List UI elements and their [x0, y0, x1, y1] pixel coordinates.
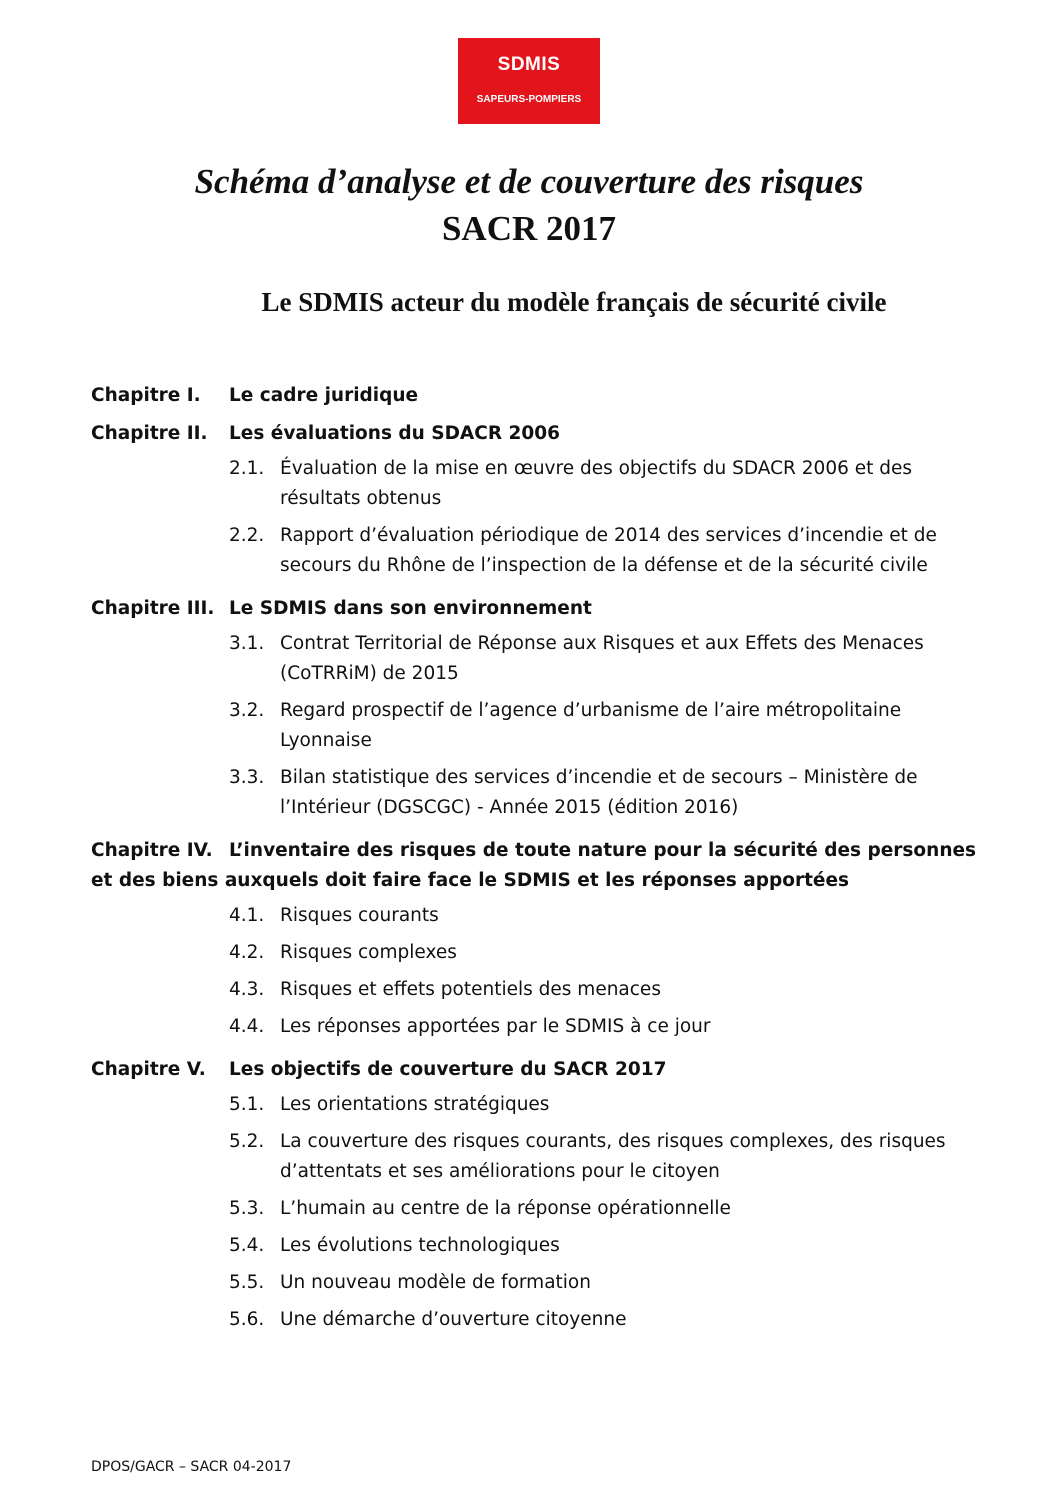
toc-item-text: L’humain au centre de la réponse opérationnelle — [280, 1198, 731, 1219]
chapter-title: Le cadre juridique — [229, 385, 419, 406]
toc-item-number: 2.1. — [229, 458, 265, 479]
toc-item — [229, 763, 981, 823]
table-of-contents — [91, 381, 981, 1348]
chapter-title: Les évaluations du SDACR 2006 — [229, 423, 560, 444]
toc-item-number: 5.4. — [229, 1235, 265, 1256]
toc-item-text: Regard prospectif de l’agence d’urbanisme de l’aire métropolitaine Lyonnaise — [280, 700, 902, 751]
toc-item — [229, 521, 981, 581]
chapter-title: Les objectifs de couverture du SACR 2017 — [229, 1059, 667, 1080]
chapter-items — [229, 629, 981, 823]
toc-item-text: Bilan statistique des services d’incendie et de secours – Ministère de l’Intérieur (DGSCGC) - Année 2015 (édition 2016) — [280, 767, 918, 818]
toc-item — [229, 1268, 981, 1298]
toc-item — [229, 938, 981, 968]
toc-item — [229, 454, 981, 514]
toc-item-text: Les réponses apportées par le SDMIS à ce jour — [280, 1016, 711, 1037]
toc-item-number: 4.4. — [229, 1016, 265, 1037]
toc-item — [229, 1090, 981, 1120]
toc-item-number: 2.2. — [229, 525, 265, 546]
toc-item-text: Risques complexes — [280, 942, 457, 963]
chapter-heading — [91, 594, 981, 624]
toc-item-number: 4.2. — [229, 942, 265, 963]
chapter-number: Chapitre I. — [91, 385, 201, 406]
chapter-number: Chapitre II. — [91, 423, 208, 444]
toc-item — [229, 629, 981, 689]
toc-item — [229, 1127, 981, 1187]
chapter-number: Chapitre V. — [91, 1059, 206, 1080]
logo-main-text: SDMIS — [497, 54, 561, 75]
toc-item — [229, 1194, 981, 1224]
toc-item-number: 3.1. — [229, 633, 265, 654]
toc-item-number: 5.6. — [229, 1309, 265, 1330]
toc-item-text: Risques courants — [280, 905, 439, 926]
toc-item-number: 3.3. — [229, 767, 265, 788]
toc-item — [229, 1231, 981, 1261]
toc-item-text: La couverture des risques courants, des risques complexes, des risques d’attentats et ses améliorations pour le citoyen — [280, 1131, 946, 1182]
chapter-items — [229, 901, 981, 1042]
toc-item-number: 5.1. — [229, 1094, 265, 1115]
toc-item-number: 5.3. — [229, 1198, 265, 1219]
toc-item — [229, 696, 981, 756]
toc-item-text: Un nouveau modèle de formation — [280, 1272, 591, 1293]
chapter-number: Chapitre III. — [91, 598, 215, 619]
chapter-number: Chapitre IV. — [91, 840, 213, 861]
toc-item-text: Contrat Territorial de Réponse aux Risques et aux Effets des Menaces (CoTRRiM) de 2015 — [280, 633, 924, 684]
toc-item-text: Une démarche d’ouverture citoyenne — [280, 1309, 627, 1330]
toc-item — [229, 975, 981, 1005]
logo-sub-text: SAPEURS-POMPIERS — [476, 94, 582, 105]
chapter-title: L’inventaire des risques de toute nature pour la sécurité des personnes et des biens auxquels doit faire face le SDMIS et les réponses apportées — [91, 840, 977, 891]
toc-item-number: 4.1. — [229, 905, 265, 926]
document-subtitle: Le SDMIS acteur du modèle français de sécurité civile — [261, 287, 887, 317]
toc-item — [229, 1305, 981, 1335]
toc-item-number: 3.2. — [229, 700, 265, 721]
chapter-items — [229, 1090, 981, 1335]
sdmis-logo — [458, 38, 600, 124]
chapter-title: Le SDMIS dans son environnement — [229, 598, 592, 619]
chapter-heading — [91, 419, 981, 449]
toc-item-text: Rapport d’évaluation périodique de 2014 des services d’incendie et de secours du Rhône de l’inspection de la défense et de la sécurité civile — [280, 525, 937, 576]
toc-item-text: Risques et effets potentiels des menaces — [280, 979, 661, 1000]
chapter-heading — [91, 1055, 981, 1085]
toc-item-number: 5.5. — [229, 1272, 265, 1293]
toc-item — [229, 901, 981, 931]
chapter-items — [229, 454, 981, 581]
document-title: Schéma d’analyse et de couverture des risques — [194, 162, 864, 201]
chapter-heading — [91, 836, 981, 896]
toc-item-text: Les évolutions technologiques — [280, 1235, 560, 1256]
footer-reference: DPOS/GACR – SACR 04-2017 — [91, 1459, 292, 1475]
toc-item — [229, 1012, 981, 1042]
toc-item-text: Les orientations stratégiques — [280, 1094, 550, 1115]
toc-item-number: 4.3. — [229, 979, 265, 1000]
toc-item-text: Évaluation de la mise en œuvre des objectifs du SDACR 2006 et des résultats obtenus — [280, 458, 913, 509]
chapter-heading — [91, 381, 981, 411]
document-title-year: SACR 2017 — [441, 209, 617, 248]
toc-item-number: 5.2. — [229, 1131, 265, 1152]
